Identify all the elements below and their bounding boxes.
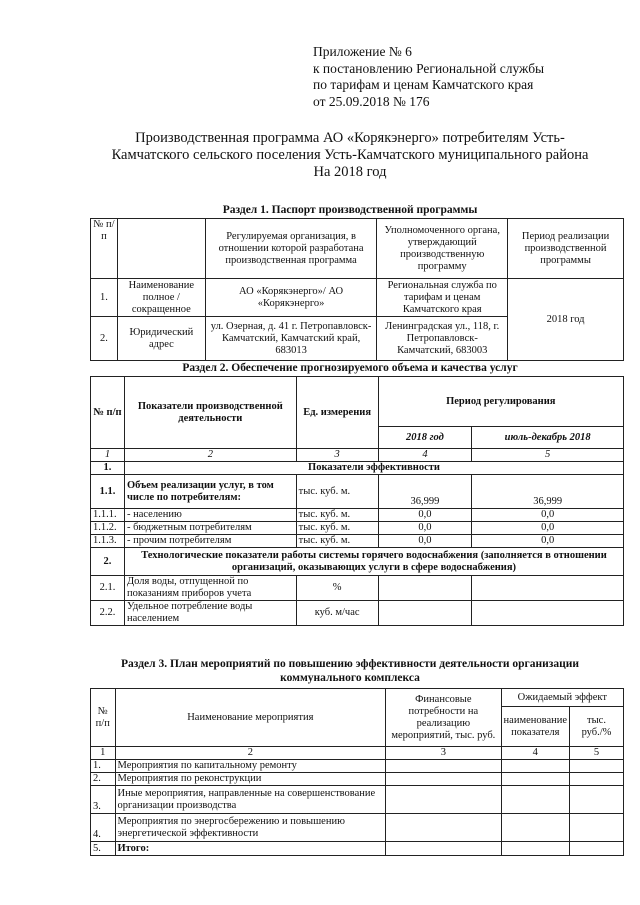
- value-jul-dec: [472, 601, 624, 626]
- empty-cell: [570, 814, 624, 842]
- section2-heading: Раздел 2. Обеспечение прогнозируемого объема и качества услуг: [182, 362, 518, 374]
- row-label: Мероприятия по капитальному ремонту: [115, 760, 386, 773]
- header-finance: Финансовые потребности на реализацию мероприятий, тыс. руб.: [386, 689, 501, 747]
- empty-cell: [386, 814, 501, 842]
- row-unit: тыс. куб. м.: [296, 522, 378, 535]
- row-label: - бюджетным потребителям: [124, 522, 296, 535]
- header-period: Период регулирования: [378, 377, 623, 427]
- row-num: 1.: [91, 760, 116, 773]
- value-2018: 0,0: [378, 522, 472, 535]
- row-num: 2.2.: [91, 601, 125, 626]
- group-num: 1.: [91, 462, 125, 475]
- section3-heading: Раздел 3. План мероприятий по повышению эффективности деятельности организации коммунального комплекса: [121, 658, 579, 684]
- row-unit: тыс. куб. м.: [296, 535, 378, 548]
- colnum: 2: [124, 449, 296, 462]
- row-label: Юридический адрес: [117, 317, 205, 361]
- row-num: 1.1.2.: [91, 522, 125, 535]
- empty-cell: [386, 773, 501, 786]
- authority-address: Ленинградская ул., 118, г. Петропавловск-Камчатский, 683003: [377, 317, 508, 361]
- empty-cell: [386, 786, 501, 814]
- colnum: 4: [501, 747, 569, 760]
- title-line: На 2018 год: [313, 164, 387, 180]
- measures-table: [90, 688, 624, 856]
- org-address: ул. Озерная, д. 41 г. Петропавловск-Камчатский, Камчатский край, 683013: [205, 317, 377, 361]
- colnum: 1: [91, 449, 125, 462]
- empty-cell: [570, 842, 624, 856]
- header-jul-dec: июль-декабрь 2018: [472, 427, 624, 449]
- appendix-line: по тарифам и ценам Камчатского края: [313, 77, 534, 92]
- colnum: 4: [378, 449, 472, 462]
- colnum: 3: [386, 747, 501, 760]
- colnum: 2: [115, 747, 386, 760]
- row-num: 4.: [91, 814, 116, 842]
- empty-cell: [501, 842, 569, 856]
- row-label: Наименование полное / сокращенное: [117, 279, 205, 317]
- header-blank: [117, 219, 205, 279]
- org-name: АО «Корякэнерго»/ АО «Корякэнерго»: [205, 279, 377, 317]
- row-label: Объем реализации услуг, в том числе по потребителям:: [124, 475, 296, 509]
- empty-cell: [501, 773, 569, 786]
- row-num: 1.1.3.: [91, 535, 125, 548]
- indicators-table: [90, 376, 624, 626]
- appendix-line: Приложение № 6: [313, 44, 412, 59]
- empty-cell: [570, 773, 624, 786]
- title-line: Камчатского сельского поселения Усть-Камчатского муниципального района: [111, 147, 589, 163]
- period-value: 2018 год: [508, 279, 624, 361]
- colnum: 3: [296, 449, 378, 462]
- header-org: Регулируемая организация, в отношении которой разработана производственная программа: [205, 219, 377, 279]
- value-2018: 36,999: [378, 475, 472, 509]
- row-label: - прочим потребителям: [124, 535, 296, 548]
- row-num: 1.1.: [91, 475, 125, 509]
- authority-name: Региональная служба по тарифам и ценам Камчатского края: [377, 279, 508, 317]
- value-jul-dec: 0,0: [472, 522, 624, 535]
- row-label: Мероприятия по энергосбережению и повышению энергетической эффективности: [115, 814, 386, 842]
- header-unit: Ед. измерения: [296, 377, 378, 449]
- header-num: № п/п: [91, 219, 118, 279]
- colnum: 5: [472, 449, 624, 462]
- header-effect: Ожидаемый эффект: [501, 689, 623, 707]
- colnum: 1: [91, 747, 116, 760]
- row-label: Доля воды, отпущенной по показаниям приборов учета: [124, 576, 296, 601]
- group-label: Технологические показатели работы системы горячего водоснабжения (заполняется в отношении организаций, оказывающих услуги в сфере водоснабжения): [124, 548, 623, 576]
- row-num: 2.1.: [91, 576, 125, 601]
- header-period: Период реализации производственной программы: [508, 219, 624, 279]
- value-jul-dec: 36,999: [472, 475, 624, 509]
- value-2018: [378, 601, 472, 626]
- row-label: Итого:: [115, 842, 386, 856]
- header-2018: 2018 год: [378, 427, 472, 449]
- header-authority: Уполномоченного органа, утверждающий производственную программу: [377, 219, 508, 279]
- row-num: 2.: [91, 317, 118, 361]
- row-label: Иные мероприятия, направленные на совершенствование организации производства: [115, 786, 386, 814]
- passport-table: [90, 218, 624, 361]
- header-num: № п/п: [91, 377, 125, 449]
- appendix-block: [313, 44, 544, 110]
- header-effect-name: наименование показателя: [501, 707, 569, 747]
- value-jul-dec: [472, 576, 624, 601]
- value-jul-dec: 0,0: [472, 535, 624, 548]
- document-title: [60, 130, 640, 181]
- header-effect-value: тыс. руб./%: [570, 707, 624, 747]
- title-line: Производственная программа АО «Корякэнерго» потребителям Усть-: [135, 130, 565, 146]
- row-num: 3.: [91, 786, 116, 814]
- row-label: Мероприятия по реконструкции: [115, 773, 386, 786]
- empty-cell: [501, 786, 569, 814]
- row-num: 2.: [91, 773, 116, 786]
- group-label: Показатели эффективности: [124, 462, 623, 475]
- empty-cell: [501, 814, 569, 842]
- value-2018: [378, 576, 472, 601]
- row-label: - населению: [124, 509, 296, 522]
- header-indicator: Показатели производственной деятельности: [124, 377, 296, 449]
- row-num: 1.: [91, 279, 118, 317]
- empty-cell: [501, 760, 569, 773]
- header-num: № п/п: [91, 689, 116, 747]
- empty-cell: [570, 786, 624, 814]
- appendix-line: от 25.09.2018 № 176: [313, 93, 430, 109]
- empty-cell: [570, 760, 624, 773]
- value-2018: 0,0: [378, 535, 472, 548]
- colnum: 5: [570, 747, 624, 760]
- group-num: 2.: [91, 548, 125, 576]
- row-unit: %: [296, 576, 378, 601]
- empty-cell: [386, 842, 501, 856]
- empty-cell: [386, 760, 501, 773]
- header-name: Наименование мероприятия: [115, 689, 386, 747]
- row-unit: куб. м/час: [296, 601, 378, 626]
- row-num: 1.1.1.: [91, 509, 125, 522]
- row-unit: тыс. куб. м.: [296, 509, 378, 522]
- row-unit: тыс. куб. м.: [296, 475, 378, 509]
- value-2018: 0,0: [378, 509, 472, 522]
- section1-heading: Раздел 1. Паспорт производственной программы: [222, 204, 478, 216]
- row-label: Удельное потребление воды населением: [124, 601, 296, 626]
- appendix-line: к постановлению Региональной службы: [313, 60, 545, 76]
- row-num: 5.: [91, 842, 116, 856]
- value-jul-dec: 0,0: [472, 509, 624, 522]
